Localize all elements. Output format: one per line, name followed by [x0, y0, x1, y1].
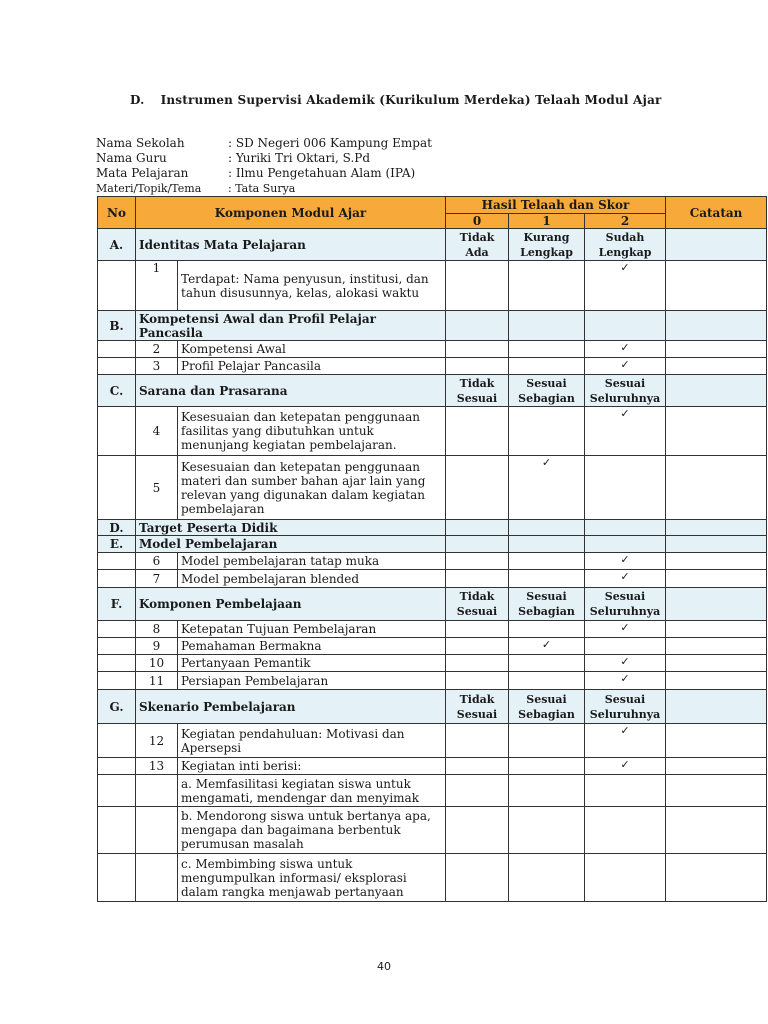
check-mark: ✓ — [585, 570, 666, 588]
check-mark: ✓ — [585, 261, 666, 311]
table-row: 10 Pertanyaan Pemantik ✓ — [98, 655, 767, 672]
header-catatan: Catatan — [666, 197, 767, 229]
table-row: 9 Pemahaman Bermakna ✓ — [98, 638, 767, 655]
section-row-a: A. Identitas Mata Pelajaran Tidak Ada Kurang Lengkap Sudah Lengkap — [98, 229, 767, 261]
review-table — [97, 196, 767, 902]
page-number: 40 — [377, 960, 391, 973]
table-row: 6 Model pembelajaran tatap muka ✓ — [98, 553, 767, 570]
section-row-b: B. Kompetensi Awal dan Profil Pelajar Pancasila — [98, 311, 767, 341]
info-subject: Mata Pelajaran : Ilmu Pengetahuan Alam (IPA) — [96, 166, 416, 180]
header-hasil: Hasil Telaah dan Skor — [446, 197, 666, 214]
table-row: 1 Terdapat: Nama penyusun, institusi, dan tahun disusunnya, kelas, alokasi waktu ✓ — [98, 261, 767, 311]
check-mark: ✓ — [509, 638, 585, 655]
check-mark: ✓ — [585, 358, 666, 375]
header-score-0: 0 — [446, 214, 509, 229]
section-letter: D. — [130, 93, 145, 107]
info-topic: Materi/Topik/Tema : Tata Surya — [96, 182, 296, 195]
section-title: Instrumen Supervisi Akademik (Kurikulum Merdeka) Telaah Modul Ajar — [160, 93, 662, 107]
header-komponen: Komponen Modul Ajar — [136, 197, 446, 229]
table-row: 12 Kegiatan pendahuluan: Motivasi dan Apersepsi ✓ — [98, 724, 767, 758]
table-header-row — [98, 197, 767, 214]
table-row: 8 Ketepatan Tujuan Pembelajaran ✓ — [98, 621, 767, 638]
table-row: 5 Kesesuaian dan ketepatan penggunaan materi dan sumber bahan ajar lain yang relevan yang digunakan dalam kegiatan pembelajaran ✓ — [98, 456, 767, 520]
section-heading — [130, 93, 662, 107]
section-row-c: C. Sarana dan Prasarana Tidak Sesuai Sesuai Sebagian Sesuai Seluruhnya — [98, 375, 767, 407]
check-mark: ✓ — [509, 456, 585, 520]
identity-info — [96, 136, 432, 196]
table-row: a. Memfasilitasi kegiatan siswa untuk mengamati, mendengar dan menyimak — [98, 775, 767, 807]
header-no: No — [98, 197, 136, 229]
section-row-f: F. Komponen Pembelajaan Tidak Sesuai Sesuai Sebagian Sesuai Seluruhnya — [98, 588, 767, 621]
table-row: 4 Kesesuaian dan ketepatan penggunaan fasilitas yang dibutuhkan untuk menunjang kegiatan pembelajaran. ✓ — [98, 407, 767, 456]
table-row: 2 Kompetensi Awal ✓ — [98, 341, 767, 358]
table-row: c. Membimbing siswa untuk mengumpulkan informasi/ eksplorasi dalam rangka menjawab pertanyaan — [98, 854, 767, 902]
check-mark: ✓ — [585, 341, 666, 358]
check-mark: ✓ — [585, 672, 666, 690]
table-row: 7 Model pembelajaran blended ✓ — [98, 570, 767, 588]
table-row: 11 Persiapan Pembelajaran ✓ — [98, 672, 767, 690]
table-row: 13 Kegiatan inti berisi: ✓ — [98, 758, 767, 775]
info-school: Nama Sekolah : SD Negeri 006 Kampung Empat — [96, 136, 432, 150]
section-row-g: G. Skenario Pembelajaran Tidak Sesuai Sesuai Sebagian Sesuai Seluruhnya — [98, 690, 767, 724]
check-mark: ✓ — [585, 655, 666, 672]
info-teacher: Nama Guru : Yuriki Tri Oktari, S.Pd — [96, 151, 371, 165]
check-mark: ✓ — [585, 724, 666, 758]
header-score-2: 2 — [585, 214, 666, 229]
check-mark: ✓ — [585, 621, 666, 638]
section-row-d: D. Target Peserta Didik — [98, 520, 767, 536]
check-mark: ✓ — [585, 553, 666, 570]
header-score-1: 1 — [509, 214, 585, 229]
section-row-e: E. Model Pembelajaran — [98, 536, 767, 553]
table-row: b. Mendorong siswa untuk bertanya apa, mengapa dan bagaimana berbentuk perumusan masalah — [98, 807, 767, 854]
check-mark: ✓ — [585, 758, 666, 775]
check-mark: ✓ — [585, 407, 666, 456]
table-row: 3 Profil Pelajar Pancasila ✓ — [98, 358, 767, 375]
